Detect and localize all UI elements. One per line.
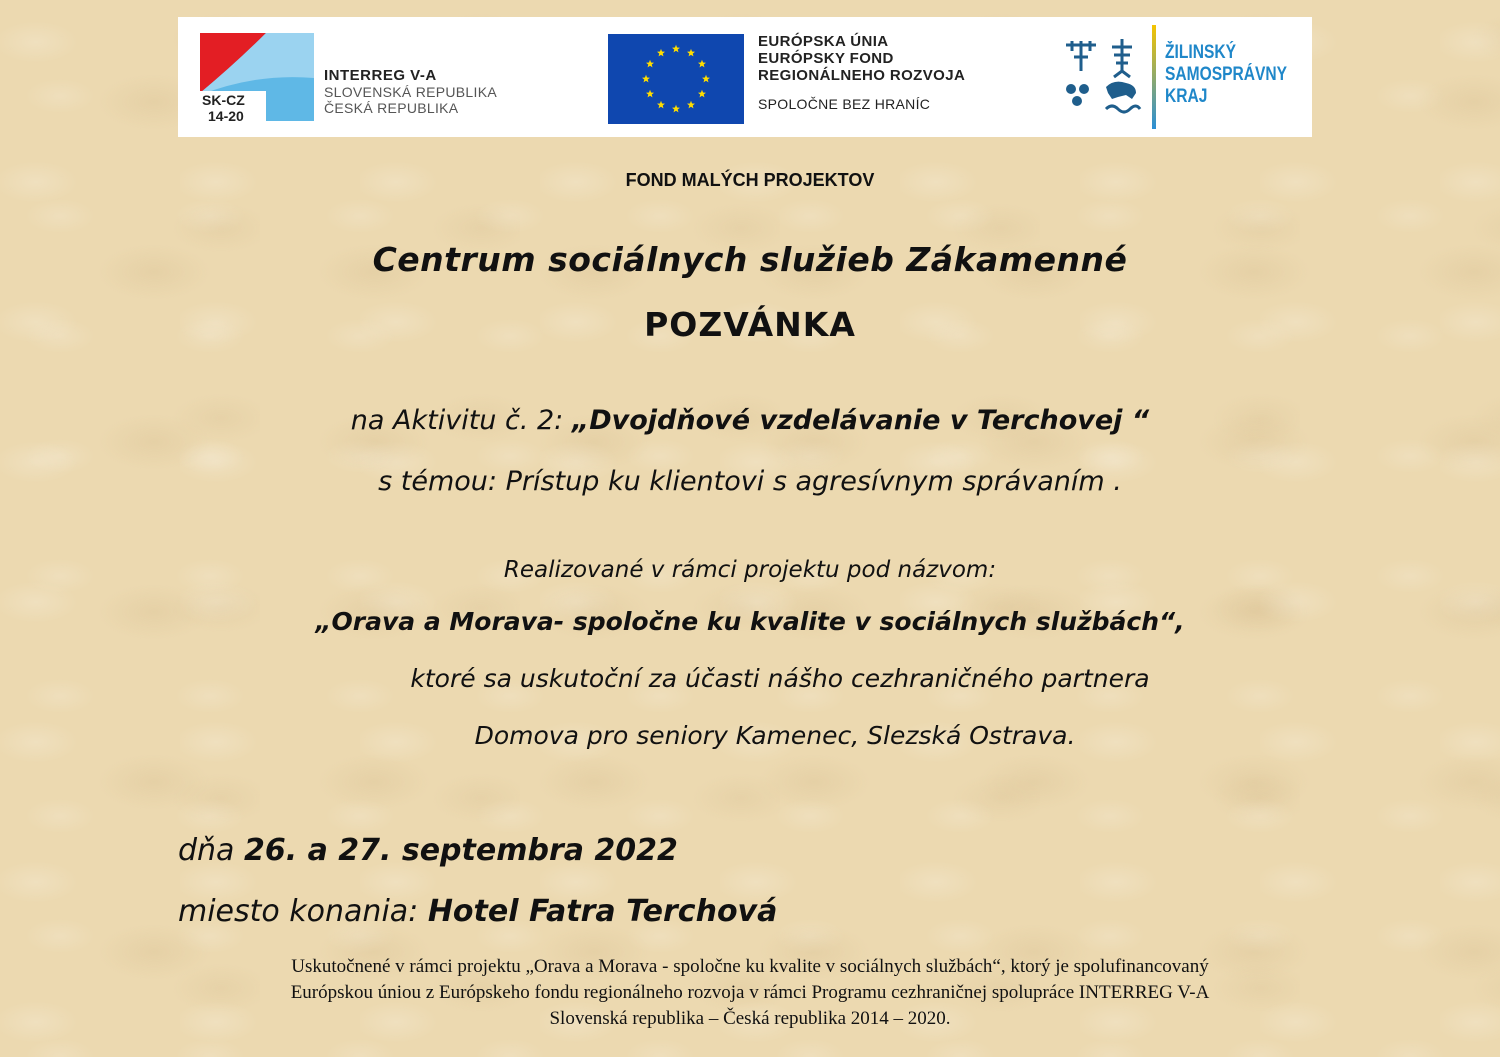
activity-prefix: na Aktivitu č. 2: [350, 405, 572, 436]
realized-line: Realizované v rámci projektu pod názvom: [503, 557, 997, 583]
invitation-title: POZVÁNKA [644, 305, 856, 344]
event-date [178, 833, 678, 868]
date-label: dňa [178, 833, 244, 868]
place-label: miesto konania: [178, 894, 428, 929]
partner-line-1: ktoré sa uskutoční za účasti nášho cezhraničného partnera [410, 664, 1150, 693]
zsk-divider [1152, 25, 1156, 129]
interreg-mark-code: SK-CZ [202, 92, 245, 108]
activity-name: „Dvojdňové vzdelávanie v Terchovej “ [571, 405, 1150, 436]
project-name: „Orava a Morava- spoločne ku kvalite v sociálnych službách“, [315, 607, 1185, 636]
interreg-caption [324, 67, 497, 116]
footer-line-2: Európskou úniou z Európskeho fondu regionálneho rozvoja v rámci Programu cezhraničnej spolupráce INTERREG V-A [290, 982, 1210, 1003]
logo-banner [178, 17, 1312, 137]
eu-caption [758, 33, 965, 112]
partner-line-2: Domova pro seniory Kamenec, Slezská Ostrava. [474, 721, 1076, 750]
organization-title: Centrum sociálnych služieb Zákamenné [372, 240, 1128, 279]
zsk-caption [1165, 42, 1314, 108]
interreg-title: INTERREG V-A [324, 67, 437, 84]
place-value: Hotel Fatra Terchová [427, 894, 778, 929]
event-place [178, 894, 777, 929]
activity-line [0, 405, 1500, 436]
zsk-line-1: ŽILINSKÝ [1165, 42, 1236, 63]
interreg-mark-years: 14-20 [208, 108, 244, 123]
fund-heading: FOND MALÝCH PROJEKTOV [625, 170, 875, 190]
interreg-logo [196, 33, 314, 123]
eu-line-3: REGIONÁLNEHO ROZVOJA [758, 67, 966, 84]
zsk-line-2: SAMOSPRÁVNY [1165, 64, 1288, 85]
zsk-coat-of-arms-icon [1062, 37, 1144, 117]
eu-slogan: SPOLOČNE BEZ HRANÍC [758, 96, 931, 112]
footer-line-3: Slovenská republika – Česká republika 2014 – 2020. [549, 1008, 951, 1029]
interreg-line-1: SLOVENSKÁ REPUBLIKA [324, 84, 497, 100]
eu-line-2: EURÓPSKY FOND [758, 50, 894, 67]
zsk-line-3: KRAJ [1165, 86, 1208, 107]
interreg-line-2: ČESKÁ REPUBLIKA [324, 100, 459, 116]
footer-line-1: Uskutočnené v rámci projektu „Orava a Morava - spoločne ku kvalite v sociálnych službách“, ktorý je spolufinancovaný [291, 956, 1209, 977]
eu-line-1: EURÓPSKA ÚNIA [758, 33, 889, 50]
funding-footer [150, 954, 1350, 1032]
topic-line: s témou: Prístup ku klientovi s agresívnym správaním . [378, 466, 1122, 497]
date-value: 26. a 27. septembra 2022 [243, 833, 678, 868]
eu-flag-icon [608, 34, 744, 124]
